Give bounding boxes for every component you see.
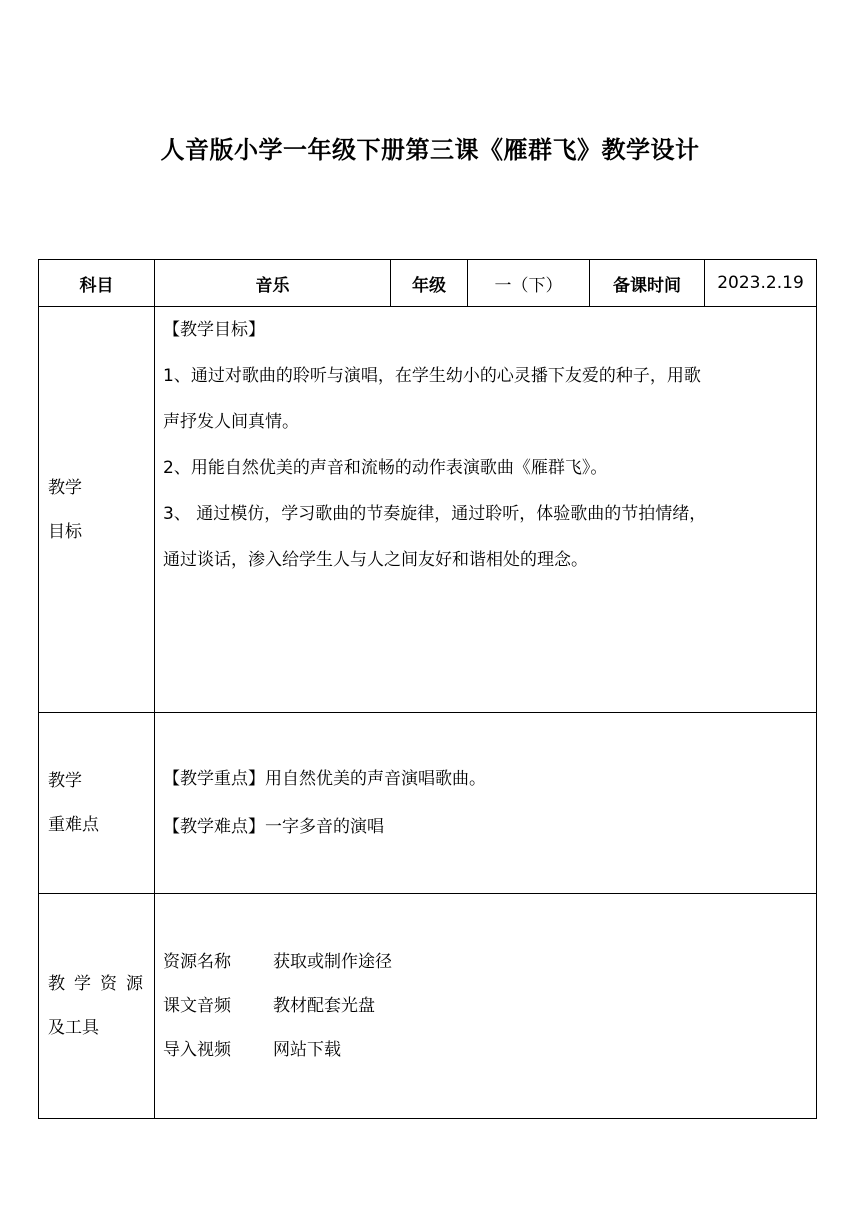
goals-row: [39, 307, 817, 713]
resource-source: 教材配套光盘: [273, 996, 375, 1016]
lesson-plan-table: [38, 259, 817, 1119]
key-points-row: [39, 713, 817, 894]
resources-row: [39, 894, 817, 1119]
goals-label: [39, 307, 155, 713]
goal-item: 2、用能自然优美的声音和流畅的动作表演歌曲《雁群飞》。: [163, 458, 608, 478]
key-points-label: [39, 713, 155, 894]
document-title: 人音版小学一年级下册第三课《雁群飞》教学设计: [160, 136, 700, 164]
grade-label: 年级: [391, 260, 468, 307]
resource-source: 获取或制作途径: [273, 952, 392, 972]
prep-time-label: 备课时间: [590, 260, 705, 307]
key-points-label-line1: 教学: [48, 771, 82, 791]
key-point-text: 【教学重点】用自然优美的声音演唱歌曲。: [163, 769, 486, 789]
resource-name: 课文音频: [163, 996, 231, 1016]
resource-row: [163, 1028, 812, 1072]
header-row: [39, 260, 817, 307]
resource-name: 资源名称: [163, 952, 231, 972]
goals-heading: 【教学目标】: [163, 320, 265, 340]
subject-value: 音乐: [155, 260, 391, 307]
resource-source: 网站下载: [273, 1040, 341, 1060]
goal-item: 声抒发人间真情。: [163, 412, 299, 432]
goals-content: [155, 307, 817, 713]
resource-name: 导入视频: [163, 1040, 231, 1060]
goal-item: 通过谈话，渗入给学生人与人之间友好和谐相处的理念。: [163, 550, 588, 570]
resources-label: [39, 894, 155, 1119]
goals-label-line2: 目标: [48, 521, 82, 542]
goal-item: 3、 通过模仿，学习歌曲的节奏旋律，通过聆听，体验歌曲的节拍情绪，: [163, 504, 707, 524]
grade-value: 一（下）: [468, 260, 590, 307]
difficulty-text: 【教学难点】一字多音的演唱: [163, 817, 384, 837]
goal-item: 1、通过对歌曲的聆听与演唱，在学生幼小的心灵播下友爱的种子，用歌: [163, 366, 701, 386]
resource-row: [163, 940, 812, 984]
subject-label: 科目: [39, 260, 155, 307]
key-points-content: [155, 713, 817, 894]
resources-label-line1: 教学资源: [48, 974, 152, 994]
prep-time-value: 2023.2.19: [705, 260, 817, 307]
resource-row: [163, 984, 812, 1028]
resources-label-line2: 及工具: [48, 1018, 99, 1038]
goals-label-line1: 教学: [48, 477, 82, 498]
resources-content: [155, 894, 817, 1119]
key-points-label-line2: 重难点: [48, 815, 99, 835]
